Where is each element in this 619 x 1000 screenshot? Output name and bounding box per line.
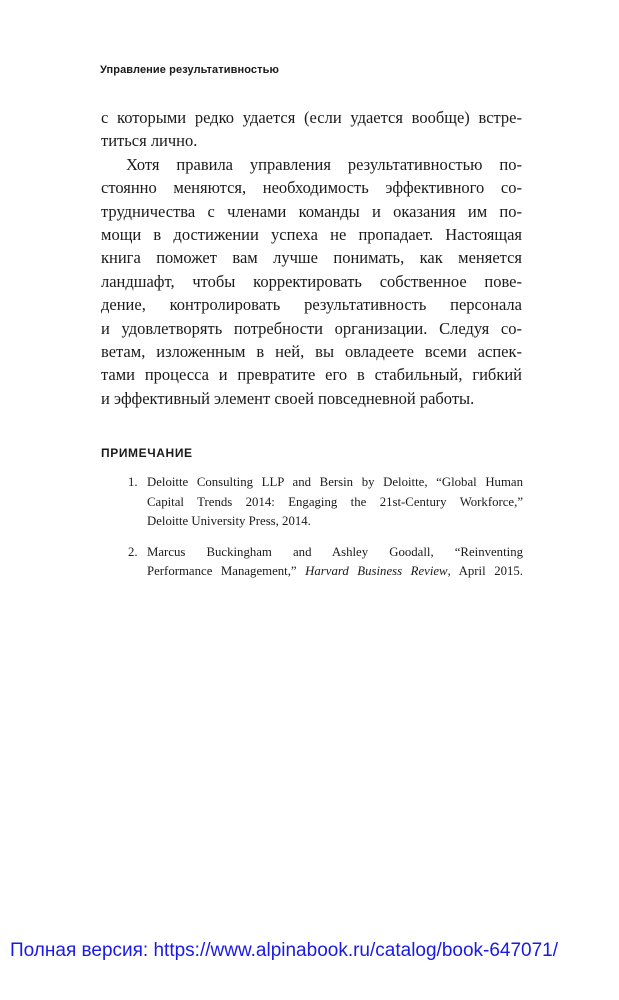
text-line: стоянно меняются, необходимость эффективного со- bbox=[101, 178, 522, 198]
text-line: и удовлетворять потребности организации. Следуя со- bbox=[101, 318, 522, 338]
note-line bbox=[147, 562, 523, 582]
text-line: мощи в достижении успеха не пропадает. Настоящая bbox=[101, 225, 522, 245]
note-text: Performance Management,” bbox=[147, 564, 306, 578]
text-line: и эффективный элемент своей повседневной работы. bbox=[101, 388, 475, 408]
notes-heading: ПРИМЕЧАНИЕ bbox=[101, 446, 193, 460]
text-line: ландшафт, чтобы корректировать собственное пове- bbox=[101, 271, 522, 291]
text-line: Хотя правила управления результативностью по- bbox=[126, 154, 522, 174]
text-line: титься лично. bbox=[101, 131, 198, 151]
text-line: трудничества с членами команды и оказания им по- bbox=[101, 201, 522, 221]
note-item bbox=[101, 473, 523, 532]
notes-list bbox=[101, 473, 523, 593]
text-line: книга поможет вам лучше понимать, как меняется bbox=[101, 248, 522, 268]
journal-title: Harvard Business Review bbox=[305, 564, 448, 578]
note-number: 1. bbox=[128, 475, 138, 489]
text-line: ветам, изложенным в ней, вы овладеете всеми аспек- bbox=[101, 342, 522, 362]
note-text: , April 2015. bbox=[447, 564, 523, 578]
note-item bbox=[101, 543, 523, 582]
note-line: Deloitte Consulting LLP and Bersin by Deloitte, “Global Human bbox=[147, 475, 523, 489]
full-version-link[interactable]: Полная версия: https://www.alpinabook.ru/catalog/book-647071/ bbox=[10, 940, 559, 961]
text-line: тами процесса и превратите его в стабильный, гибкий bbox=[101, 365, 522, 385]
running-header: Управление результативностью bbox=[100, 64, 279, 76]
text-line: с которыми редко удается (если удается вообще) встре- bbox=[101, 108, 522, 127]
note-number: 2. bbox=[128, 544, 138, 559]
text-line: дение, контролировать результативность персонала bbox=[101, 295, 522, 315]
note-line: Deloitte University Press, 2014. bbox=[147, 514, 311, 528]
note-line: Capital Trends 2014: Engaging the 21st-Century Workforce,” bbox=[147, 494, 523, 509]
body-text bbox=[101, 106, 522, 410]
note-line: Marcus Buckingham and Ashley Goodall, “Reinventing bbox=[147, 544, 523, 559]
